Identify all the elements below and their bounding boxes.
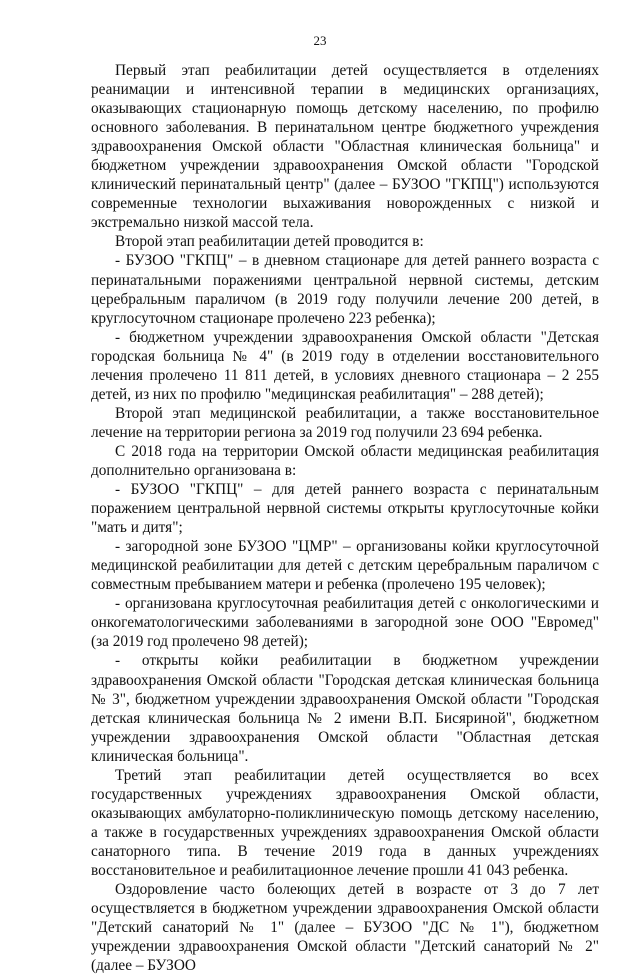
paragraph-6: С 2018 года на территории Омской области медицинская реабилитация дополнительно организована в: <box>91 442 599 479</box>
paragraph-7: - БУЗОО "ГКПЦ" – для детей раннего возраста с перинатальным поражением центральной нервной системы открыты круглосуточные койки "мать и дитя"; <box>91 481 599 537</box>
paragraph-11: Третий этап реабилитации детей осуществляется во всех государственных учреждениях здравоохранения Омской области, оказывающих амбулаторно-поликлиническую помощь детскому населению, а также в государственных учреждениях здравоохранения Омской области санаторного типа. В течение 2019 года в данных учреждениях восстановительное и реабилитационное лечение прошли 41 043 ребенка. <box>91 766 599 879</box>
paragraph-2: Второй этап реабилитации детей проводится в: <box>115 233 424 251</box>
paragraph-4: - бюджетном учреждении здравоохранения Омской области "Детская городская больница № 4" (в 2019 году в отделении восстановительного лечения пролечено 11 811 детей, в условиях дневного стационара – 2 255 детей, из них по профилю "медицинская реабилитация" – 288 детей); <box>91 328 599 403</box>
document-body <box>91 61 599 975</box>
paragraph-9: - организована круглосуточная реабилитация детей с онкологическими и онкогематологическими заболеваниями в загородной зоне ООО "Евромед" (за 2019 год пролечено 98 детей); <box>91 595 599 651</box>
paragraph-3: - БУЗОО "ГКПЦ" – в дневном стационаре для детей раннего возраста с перинатальными поражениями центральной нервной системы, детским церебральным параличом (в 2019 году получили лечение 200 детей, в круглосуточном стационаре пролечено 223 ребенка); <box>91 252 599 327</box>
paragraph-1: Первый этап реабилитации детей осуществляется в отделениях реанимации и интенсивной терапии в медицинских организациях, оказывающих стационарную помощь детскому населению, по профилю основного заболевания. В перинатальном центре бюджетного учреждения здравоохранения Омской области "Областная клиническая больница" и бюджетном учреждении здравоохранения Омской области "Городской клинический перинатальный центр" (далее – БУЗОО "ГКПЦ") используются современные технологии выхаживания новорожденных с низкой и экстремально низкой массой тела. <box>91 62 599 232</box>
paragraph-10: - открыты койки реабилитации в бюджетном учреждении здравоохранения Омской области "Городская детская клиническая больница № 3", бюджетном учреждении здравоохранения Омской области "Городская детская клиническая больница № 2 имени В.П. Бисяриной", бюджетном учреждении здравоохранения Омской области "Областная детская клиническая больница". <box>91 652 599 765</box>
page-number: 23 <box>313 33 327 48</box>
paragraph-8: - загородной зоне БУЗОО "ЦМР" – организованы койки круглосуточной медицинской реабилитации для детей с детским церебральным параличом с совместным пребыванием матери и ребенка (пролечено 195 человек); <box>91 538 599 594</box>
paragraph-12: Оздоровление часто болеющих детей в возрасте от 3 до 7 лет осуществляется в бюджетном учреждении здравоохранения Омской области "Детский санаторий № 1" (далее – БУЗОО "ДС № 1"), бюджетном учреждении здравоохранения Омской области "Детский санаторий № 2" (далее – БУЗОО <box>91 881 599 975</box>
paragraph-5: Второй этап медицинской реабилитации, а также восстановительное лечение на территории региона за 2019 год получили 23 694 ребенка. <box>91 404 599 441</box>
